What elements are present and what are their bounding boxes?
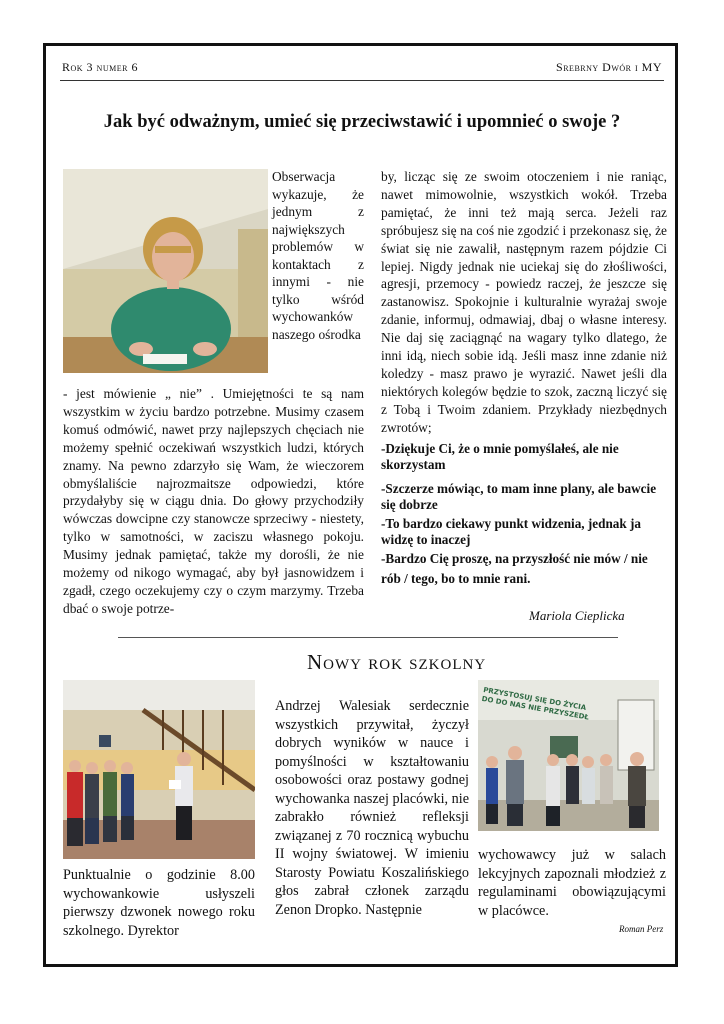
section-title: Nowy rok szkolny [307,650,487,674]
photo-sign-text: PRZYSTOSUJ SIĘ DO ŻYCIA DO DO NAS NIE PRZYSZEDŁ [481,686,590,722]
section-divider [118,637,618,638]
article-title: Jak być odważnym, umieć się przeciwstawić i upomnieć o swoje ? [103,112,621,132]
hallway-photo [63,680,255,859]
teacher-photo [63,169,268,373]
phrase-example: -Bardzo Cię proszę, na przyszłość nie mów / nie rób / tego, bo to mnie rani. [381,551,648,586]
article-body-right: by, licząc się ze swoim otoczeniem i nie raniąc, nawet mimowolnie, wszystkich wokół. Trzeba pamiętać, że inni też mają serca. Jeżeli raz spróbujesz się na coś nie zgodzić i przekonasz się, że świat się nie zawalił, następnym razem pójdzie Ci lepiej. Nigdy jednak nie uciekaj się do złośliwości, agresji, przemocy - powiedz raczej, że jeszcze się zastanowisz. Spokojnie i kulturalnie wyrażaj swoje zdanie, informuj, odmawiaj, dbaj o własne interesy. Nie daj się zaciągnąć na wagary tylko dlatego, że inni idą, niech sobie idą. Jeśli masz inne zdanie niż koledzy - masz prawo je wyrazić. Nawet jeśli dla niektórych kolegów będzie to szok, zaczną liczyć się z Tobą i Twoim zdaniem. Przykłady niezbędnych zwrotów; [381,169,667,435]
header-rule [60,80,664,81]
article-author-2: Roman Perz [619,924,664,934]
phrase-example: -To bardzo ciekawy punkt widzenia, jednak ja widzę to inaczej [381,516,642,547]
article-author: Mariola Cieplicka [529,608,625,623]
article-lead: Obserwacja wykazuje, że jednym z największych problemów w kontaktach z innymi - nie tylko wśród wychowanków naszego ośrodka [272,169,364,342]
column-3-text: wychowawcy już w salach lekcyjnych zapoznali młodzież z regulaminami obowiązującymi w placówce. [478,847,666,919]
article-body-left: - jest mówienie „ nie” . Umiejętności te są nam wszystkim w życiu bardzo potrzebne. Musimy czasem komuś odmówić, nawet przy najlepszych chęciach nie możemy spełnić oczekiwań wszystkich ludzi, których znamy. Na pewno zdarzyło się Wam, że wieczorem obmyślaliście najrozmaitsze odpowiedzi, które przydałyby się w ciągu dnia. Do głowy przychodziły wówczas dowcipne czy stanowcze sprzeciwy - niestety, tylko w samotności, w zaciszu własnego pokoju. Musimy jednak pamiętać, także my dorośli, że nie możemy od nikogo wymagać, aby był jasnowidzem i zgadł, czego oczekujemy czy o czym marzymy. Trzeba dbać o swoje potrze- [63,386,364,616]
newsletter-name: Srebrny Dwór i MY [556,60,662,74]
issue-label: Rok 3 numer 6 [62,60,138,74]
phrase-example: -Dziękuje Ci, że o mnie pomyślałeś, ale nie skorzystam [381,441,619,472]
column-1-text: Punktualnie o godzinie 8.00 wychowankowie usłyszeli pierwszy dzwonek nowego roku szkolnego. Dyrektor [63,867,255,939]
column-2-text: Andrzej Walesiak serdecznie wszystkich przywitał, życzył dobrych wyników w nauce i pomyślności w kształtowaniu osobowości oraz postawy godnej wychowanka naszej placówki, nie zabrakło również refleksji związanej z 70 rocznicą wybuchu II wojny światowej. W imieniu Starosty Powiatu Koszalińskiego głos zabrał członek zarządu Zenon Dropko. Następnie [275,698,469,918]
assembly-photo [478,680,659,831]
phrase-example: -Szczerze mówiąc, to mam inne plany, ale bawcie się dobrze [381,481,657,512]
